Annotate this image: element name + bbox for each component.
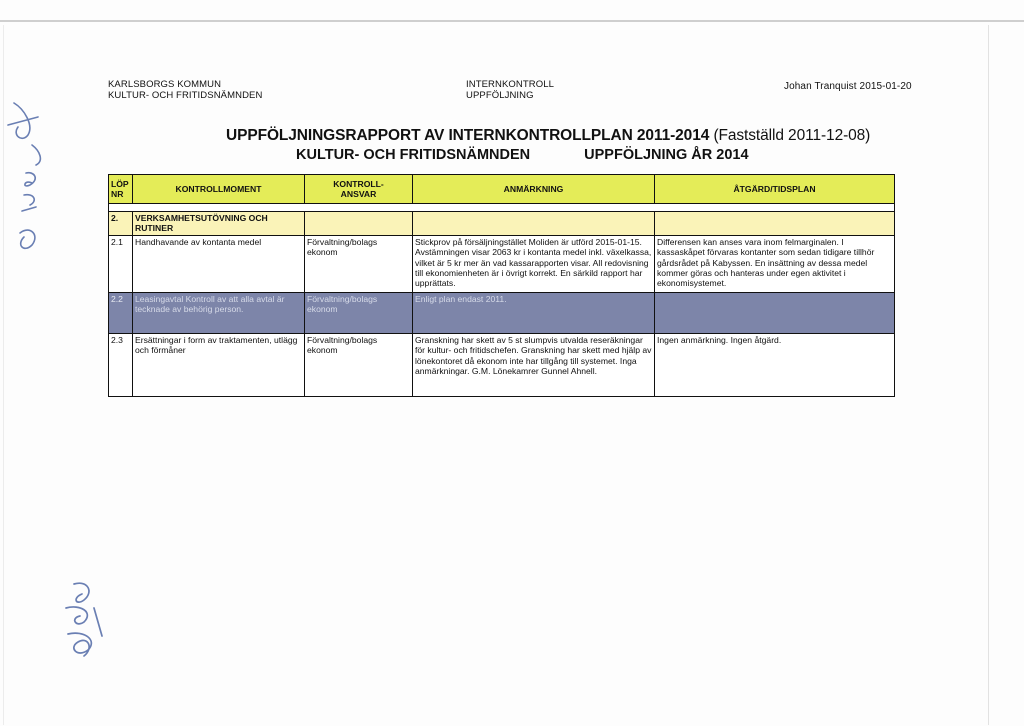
row-moment: Ersättningar i form av traktamenten, utlägg och förmåner [133,333,305,396]
header-municipality: KARLSBORGS KOMMUN [108,79,222,90]
table-row [109,292,895,333]
header-internkontroll: INTERNKONTROLL [466,79,554,90]
report-title-main: UPPFÖLJNINGSRAPPORT AV INTERNKONTROLLPLAN 2011-2014 [226,127,710,144]
handwritten-margin-note [0,95,70,265]
row-atgard: Differensen kan anses vara inom felmarginalen. I kassaskåpet förvaras kontanter som sedan tidigare tillhör gårdsrådet på Kabyssen. En insättning av dessa medel kommer göras och hanteras under egen aktivitet i ekonomisystemet. [655,235,895,292]
column-header-ansvar: KONTROLL- ANSVAR [305,175,413,204]
control-plan-table [108,174,895,397]
row-ansvar: Förvaltning/bolags ekonom [305,235,413,292]
table-header-row [109,175,895,204]
column-header-kontrollmoment: KONTROLLMOMENT [133,175,305,204]
column-header-lop: LÖP NR [109,175,133,204]
row-number: 2.3 [109,333,133,396]
row-anmarkning: Stickprov på försäljningstället Moliden är utförd 2015-01-15. Avstämningen visar 2063 kr i kontanta medel inkl. växelkassa, vilket är 5 kr mer än vad kassarapporten visar. All redovisning till ekonomienheten är i övrigt korrekt. En särkild rapport har upprättats. [413,235,655,292]
header-uppfoljning: UPPFÖLJNING [466,90,534,101]
table-row [109,235,895,292]
row-anmarkning: Granskning har skett av 5 st slumpvis utvalda reseräkningar för kultur- och fritidschefen. Granskning har skett med hjälp av lönekontoret då ekonom inte har tillgång till systemet. Inga anmärkningar. G.M. Lönekamrer Gunnel Ahnell. [413,333,655,396]
table-spacer [109,204,895,212]
report-title-adopted: (Fastställd 2011-12-08) [713,127,871,144]
column-header-atgard: ÅTGÄRD/TIDSPLAN [655,175,895,204]
section-number: 2. [109,212,133,236]
scan-top-edge [0,20,1024,22]
row-moment: Leasingavtal Kontroll av att alla avtal är tecknade av behörig person. [133,292,305,333]
report-title [226,127,870,145]
report-subtitle-year: UPPFÖLJNING ÅR 2014 [584,147,749,163]
header-author-date: Johan Tranquist 2015-01-20 [784,81,912,92]
handwritten-page-number [54,578,114,668]
row-ansvar: Förvaltning/bolags ekonom [305,333,413,396]
header-organization [108,79,262,101]
row-moment: Handhavande av kontanta medel [133,235,305,292]
row-ansvar: Förvaltning/bolags ekonom [305,292,413,333]
header-document-type [466,79,554,101]
row-anmarkning: Enligt plan endast 2011. [413,292,655,333]
header-committee: KULTUR- OCH FRITIDSNÄMNDEN [108,90,263,101]
row-atgard: Ingen anmärkning. Ingen åtgärd. [655,333,895,396]
report-subtitle [296,147,749,163]
column-header-anmarkning: ANMÄRKNING [413,175,655,204]
row-atgard [655,292,895,333]
section-title: VERKSAMHETSUTÖVNING OCH RUTINER [133,212,305,236]
scan-right-edge [988,25,989,725]
row-number: 2.2 [109,292,133,333]
table-row [109,333,895,396]
section-row [109,212,895,236]
report-subtitle-committee: KULTUR- OCH FRITIDSNÄMNDEN [296,147,531,163]
row-number: 2.1 [109,235,133,292]
